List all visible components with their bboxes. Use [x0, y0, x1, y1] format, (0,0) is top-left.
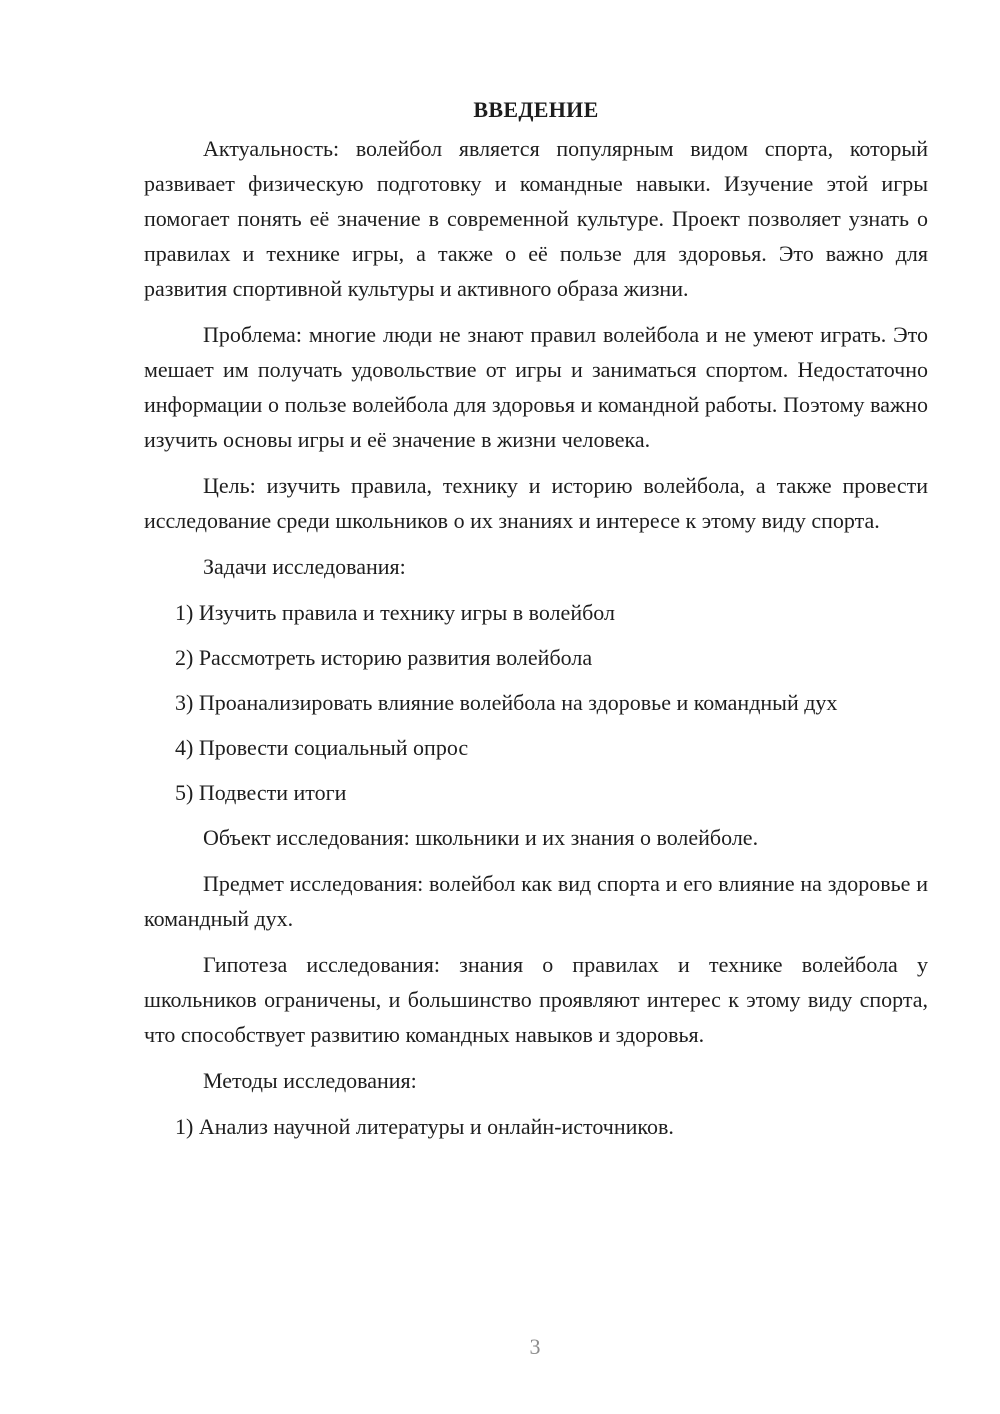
task-item: 3) Проанализировать влияние волейбола на здоровье и командный дух [175, 690, 838, 715]
task-item: 2) Рассмотреть историю развития волейбола [175, 645, 593, 670]
methods-heading: Методы исследования: [203, 1068, 417, 1093]
task-item: 5) Подвести итоги [175, 780, 347, 805]
paragraph-object: Объект исследования: школьники и их знания о волейболе. [203, 825, 759, 850]
section-title: ВВЕДЕНИЕ [473, 97, 599, 122]
tasks-heading: Задачи исследования: [203, 554, 406, 579]
paragraph-problem: Проблема: многие люди не знают правил волейбола и не умеют играть. Это мешает им получать удовольствие от игры и заниматься спортом. Недостаточно информации о пользе волейбола для здоровья и командной работы. Поэтому важно изучить основы игры и её значение в жизни человека. [144, 322, 928, 452]
method-item: 1) Анализ научной литературы и онлайн-источников. [175, 1114, 674, 1139]
page-content [144, 93, 928, 1154]
task-item: 1) Изучить правила и технику игры в волейбол [175, 600, 615, 625]
page-number: 3 [529, 1334, 541, 1359]
paragraph-subject: Предмет исследования: волейбол как вид спорта и его влияние на здоровье и командный дух. [144, 871, 928, 931]
task-item: 4) Провести социальный опрос [175, 735, 469, 760]
paragraph-goal: Цель: изучить правила, технику и историю волейбола, а также провести исследование среди школьников о их знаниях и интересе к этому виду спорта. [144, 473, 928, 533]
paragraph-hypothesis: Гипотеза исследования: знания о правилах и технике волейбола у школьников ограничены, и большинство проявляют интерес к этому виду спорта, что способствует развитию командных навыков и здоровья. [144, 952, 928, 1047]
paragraph-relevance: Актуальность: волейбол является популярным видом спорта, который развивает физическую подготовку и командные навыки. Изучение этой игры помогает понять её значение в современной культуре. Проект позволяет узнать о правилах и технике игры, а также о её пользе для здоровья. Это важно для развития спортивной культуры и активного образа жизни. [144, 136, 928, 301]
